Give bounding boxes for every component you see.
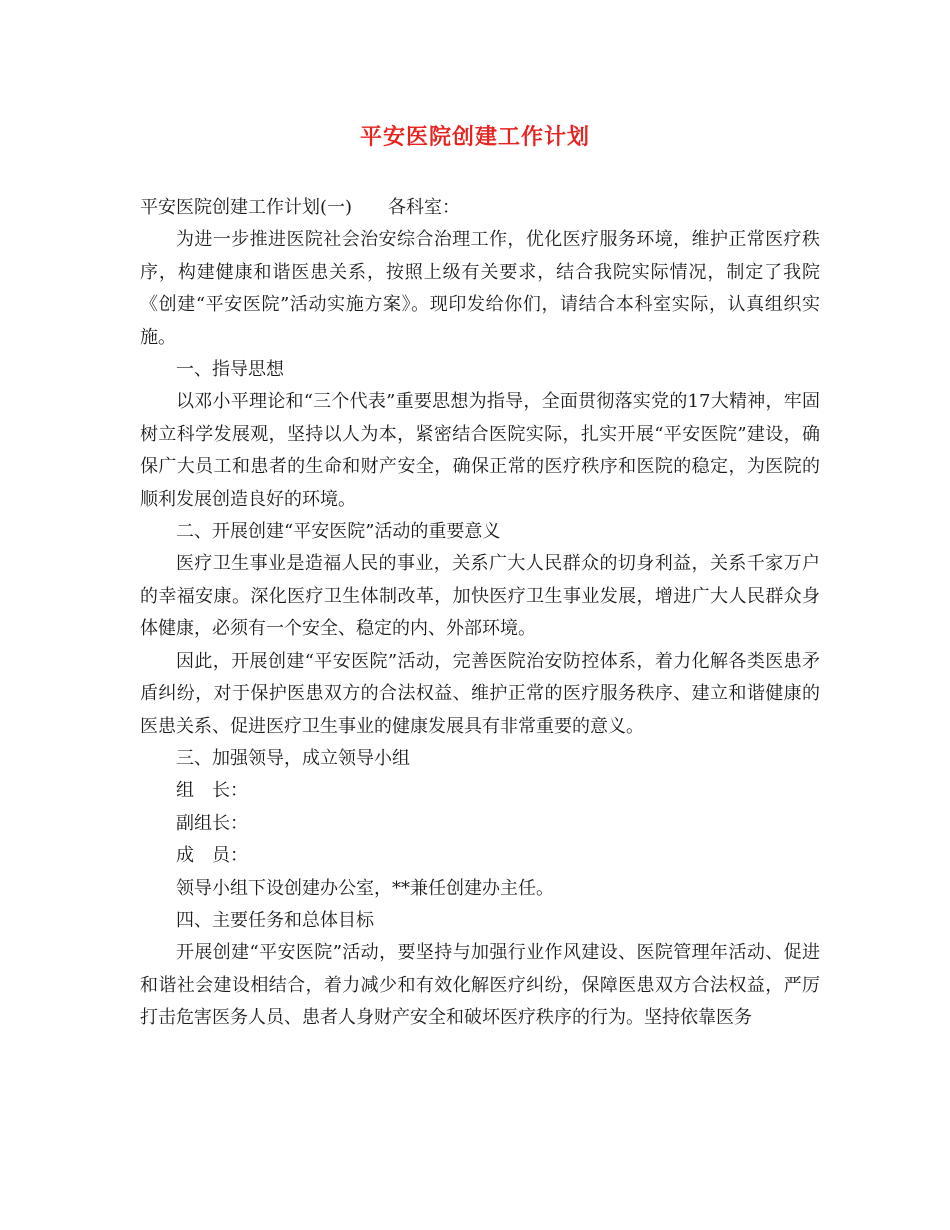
leader-line: 组 长： [176,780,248,802]
intro-heading: 平安医院创建工作计划(一) [140,197,353,218]
section-heading-significance: 二、开展创建“平安医院”活动的重要意义 [176,521,501,543]
section-heading-leadership: 三、加强领导，成立领导小组 [176,747,410,769]
paragraph-tasks: 开展创建“平安医院”活动，要坚持与加强行业作风建设、医院管理年活动、促进和谐社会建设相结合，着力减少和有效化解医疗纠纷，保障医患双方合法权益，严厉打击危害医务人员、患者人身财产安全和破坏医疗秩序的行为。坚持依靠医务 [140,942,820,1029]
paragraph-significance-1: 医疗卫生事业是造福人民的事业，关系广大人民群众的切身利益，关系千家万户的幸福安康。深化医疗卫生体制改革，加快医疗卫生事业发展，增进广大人民群众身体健康，必须有一个安全、稳定的内、外部环境。 [140,553,820,640]
document-body [140,192,820,1035]
paragraph-significance-2: 因此，开展创建“平安医院”活动，完善医院治安防控体系，着力化解各类医患矛盾纠纷，对于保护医患双方的合法权益、维护正常的医疗服务秩序、建立和谐健康的医患关系、促进医疗卫生事业的健康发展具有非常重要的意义。 [140,650,820,737]
deputy-leader-line: 副组长： [176,812,248,834]
intro-line [140,192,820,224]
office-line: 领导小组下设创建办公室，**兼任创建办主任。 [176,877,554,899]
section-heading-tasks: 四、主要任务和总体目标 [176,909,374,931]
members-line: 成 员： [176,845,248,867]
salutation: 各科室： [388,197,461,218]
document-title: 平安医院创建工作计划 [359,124,590,150]
paragraph-intro: 为进一步推进医院社会治安综合治理工作，优化医疗服务环境，维护正常医疗秩序，构建健康和谐医患关系，按照上级有关要求，结合我院实际情况，制定了我院《创建“平安医院”活动实施方案》。现印发给你们，请结合本科室实际，认真组织实施。 [140,229,820,348]
paragraph-guiding-thought: 以邓小平理论和“三个代表”重要思想为指导，全面贯彻落实党的17大精神，牢固树立科学发展观，坚持以人为本，紧密结合医院实际，扎实开展“平安医院”建设，确保广大员工和患者的生命和财产安全，确保正常的医疗秩序和医院的稳定，为医院的顺利发展创造良好的环境。 [140,391,820,510]
section-heading-guiding-thought: 一、指导思想 [176,359,284,381]
